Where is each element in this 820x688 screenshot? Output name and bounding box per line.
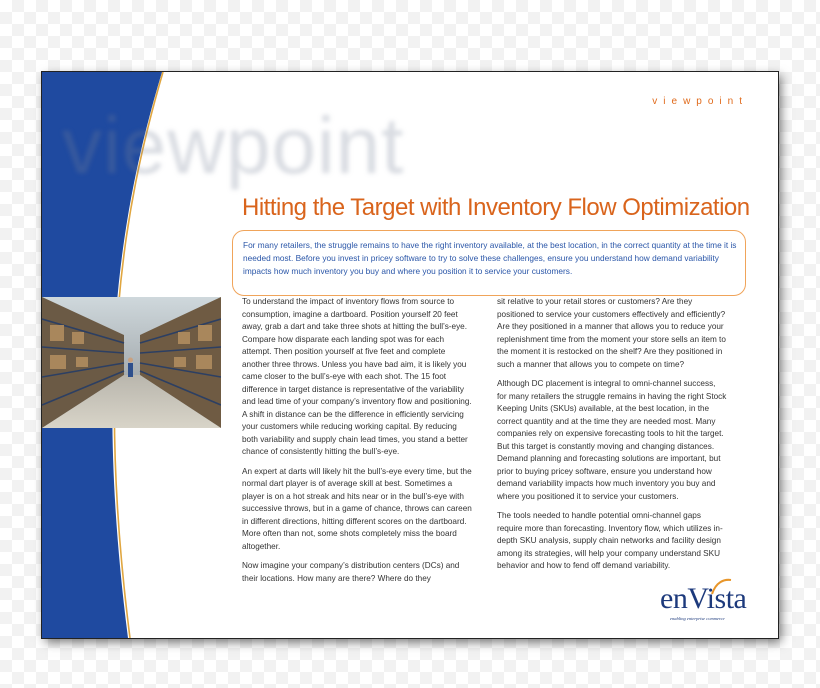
envista-logo: enVista (660, 582, 747, 615)
text-column-right (497, 296, 727, 580)
paragraph: Now imagine your company’s distribution centers (DCs) and their locations. How many are there? Where do they (242, 561, 460, 583)
logo-swoosh-icon (710, 578, 732, 596)
section-kicker: viewpoint (652, 96, 748, 107)
watermark-text: viewpoint (62, 101, 405, 190)
logo-tagline: enabling enterprise commerce (670, 616, 725, 621)
warehouse-photo (42, 297, 221, 428)
paragraph: Although DC placement is integral to omni-channel success, for many retailers the struggle remains in having the right Stock Keeping Units (SKUs) available, at the best location, in the correct quantity and at the time they are needed most. Many companies rely on expensive forecasting tools to hit the target. But this target is constantly moving and changing distances. Demand planning and forecasting solutions are important, but prior to buying pricey software, ensure you understand how demand variability impacts how much inventory you buy and where you positioned it to service your customers. (497, 379, 727, 501)
paragraph: To understand the impact of inventory flows from source to consumption, imagine a dartboard. Position yourself 20 feet away, grab a dart and take three shots at hitting the bull’s-eye. Compare how disparate each landing spot was for each attempt. Then position yourself at five feet and complete another three throws. Unless you have bad aim, it is likely you came closer to the bull’s-eye with each shot. The 15 foot difference in target distance is representative of the variability and lead time of your company’s inventory flow and positioning. A shift in distance can be the difference in efficiently servicing your customers while reducing working capital. By reducing both variability and supply chain lead times, you stand a better chance of consistently hitting the bull’s-eye. (242, 297, 472, 456)
paragraph: An expert at darts will likely hit the bull’s-eye every time, but the normal dart player is of average skill at best. Sometimes a player is on a hot streak and hits near or in the bull’s-eye with successive throws, but in a game of chance, throws can careen in different directions, hitting different scores on the dartboard. More often than not, some shots completely miss the board altogether. (242, 466, 472, 551)
document-page (42, 72, 778, 638)
page-title: Hitting the Target with Inventory Flow Optimization (242, 194, 750, 221)
paragraph: The tools needed to handle potential omni-channel gaps require more than forecasting. Inventory flow, which utilizes in-depth SKU analysis, supply chain networks and facility design among its strategies, will help your company understand SKU behavior and how to fend off demand variability. (497, 511, 723, 570)
intro-box: For many retailers, the struggle remains to have the right inventory available, at the best location, in the correct quantity at the time it is needed most. Before you invest in pricey software to try to solve these challenges, ensure you understand how demand variability impacts how much inventory you buy and where you position it to service your customers. (232, 230, 746, 296)
paragraph: sit relative to your retail stores or customers? Are they positioned to service your customers effectively and efficiently? Are they positioned in a manner that allows you to reduce your replenishment time from the moment your store sells an item to the moment it is restocked on the shelf? Are they positioned in such a manner that allows you to compete on time? (497, 297, 726, 369)
text-column-left (242, 296, 472, 592)
